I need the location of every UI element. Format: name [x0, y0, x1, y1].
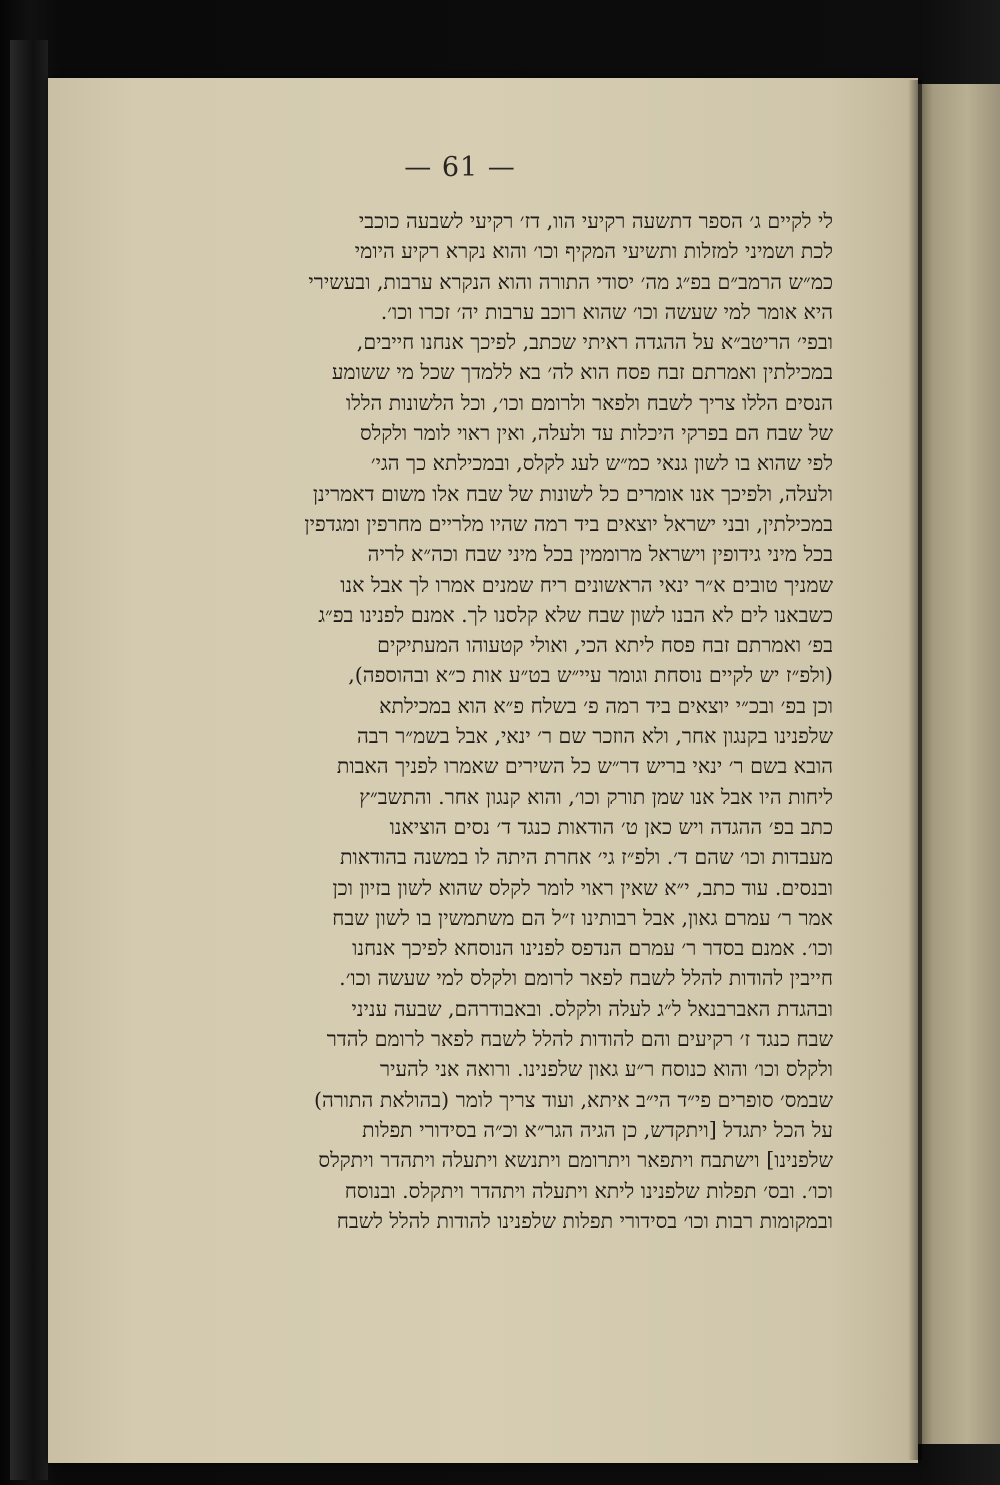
text-line: במכילתין, ובני ישראל יוצאים ביד רמה שהיו מלריים מחרפין ומגדפין — [304, 511, 833, 536]
adjacent-page-edge — [918, 84, 1000, 1444]
text-line: שמניך טובים א״ר ינאי הראשונים ריח שמנים אמרו לך אבל אנו — [340, 572, 833, 597]
text-line: שבח כנגד ז׳ רקיעים והם להודות להלל לשבח לפאר לרומם להדר — [326, 1027, 833, 1052]
text-line: שבמס׳ סופרים פי״ד הי״ב איתא, ועוד צריך לומר (בהולאת התורה) — [313, 1087, 833, 1112]
text-line: (ולפ״ז יש לקיים נוסחת וגומר עיי״ש בט״ע אות כ״א ובהוספה), — [348, 663, 833, 688]
text-line: כשבאנו לים לא הבנו לשון שבח שלא קלסנו לך. אמנם לפנינו בפ״ג — [318, 602, 833, 627]
text-line: על הכל יתגדל [ויתקדש, כן הגיה הגר״א וכ״ה בסידורי תפלות — [362, 1117, 833, 1142]
text-line: של שבח הם בפרקי היכלות עד ולעלה, ואין ראוי לומר ולקלס — [360, 421, 833, 446]
body-text — [138, 206, 833, 1236]
page-number: — 61 — — [404, 152, 516, 183]
text-line: היא אומר למי שעשה וכו׳ שהוא רוכב ערבות יה׳ זכרו וכו׳. — [380, 299, 833, 324]
text-line: מעבדות וכו׳ שהם ד׳. ולפ״ז גי׳ אחרת היתה לו במשנה בהודאות — [340, 845, 833, 870]
text-line: בפ׳ ואמרתם זבח פסח ליתא הכי, ואולי קטעוהו המעתיקים — [377, 633, 833, 658]
text-line: הובא בשם ר׳ ינאי בריש דר״ש כל השירים שאמרו לפניך האבות — [336, 754, 833, 779]
text-line: במכילתין ואמרתם זבח פסח הוא לה׳ בא ללמדך שכל מי ששומע — [331, 360, 833, 385]
text-line: בכל מיני גידופין וישראל מרוממין בכל מיני שבח וכה״א לריה — [367, 542, 833, 567]
text-line: כתב בפ׳ ההגדה ויש כאן ט׳ הודאות כנגד ד׳ נסים הוציאנו — [389, 814, 833, 839]
text-line: ולקלס וכו׳ והוא כנוסח ר״ע גאון שלפנינו. ורואה אני להעיר — [380, 1057, 833, 1082]
text-line: וכו׳. אמנם בסדר ר׳ עמרם הנדפס לפנינו הנוסחא לפיכך אנחנו — [352, 936, 833, 961]
text-line: שלפנינו] וישתבח ויתפאר ויתרומם ויתנשא ויתעלה ויתהדר ויתקלס — [318, 1148, 833, 1173]
text-line: ובמקומות רבות וכו׳ בסידורי תפלות שלפנינו להודות להלל לשבח — [336, 1208, 833, 1233]
book-binding — [10, 40, 48, 1480]
text-line: וכו׳. ובס׳ תפלות שלפנינו ליתא ויתעלה ויתהדר ויתקלס. ובנוסח — [344, 1178, 833, 1203]
text-line: לי לקיים ג׳ הספר דתשעה רקיעי הוו, דז׳ רקיעי לשבעה כוכבי — [358, 209, 833, 233]
text-line: ובנסים. עוד כתב, י״א שאין ראוי לומר לקלס שהוא לשון בזיון וכן — [332, 875, 833, 900]
text-line: ולעלה, ולפיכך אנו אומרים כל לשונות של שבח אלו משום דאמרינן — [312, 481, 833, 506]
text-line: ובהגדת האברבנאל ל״ג לעלה ולקלס. ובאבודרהם, שבעה עניני — [351, 996, 833, 1021]
text-line: חייבין להודות להלל לשבח לפאר לרומם ולקלס למי שעשה וכו׳. — [339, 966, 833, 991]
text-line: ליחות היו אבל אנו שמן תורק וכו׳, והוא קנגון אחר. והתשב״ץ — [359, 784, 833, 809]
text-line: שלפנינו בקנגון אחר, ולא הוזכר שם ר׳ ינאי, אבל בשמ״ר רבה — [357, 724, 833, 749]
text-line: כמ״ש הרמב״ם בפ״ג מה׳ יסודי התורה והוא הנקרא ערבות, ובעשירי — [308, 269, 833, 294]
page-gutter-shadow — [908, 80, 922, 1460]
text-line: אמר ר׳ עמרם גאון, אבל רבותינו ז״ל הם משתמשין בו לשון שבח — [332, 905, 833, 930]
text-line: הנסים הללו צריך לשבח ולפאר ולרומם וכו׳, וכל הלשונות הללו — [346, 390, 833, 415]
text-line: וכן בפ׳ ובכ״י יוצאים ביד רמה פ׳ בשלח פ״א הוא במכילתא — [379, 693, 833, 718]
text-line: לכת ושמיני למזלות ותשיעי המקיף וכו׳ והוא נקרא רקיע היומי — [354, 239, 833, 264]
text-line: לפי שהוא בו לשון גנאי כמ״ש לעג לקלס, ובמכילתא כך הגי׳ — [370, 451, 833, 476]
text-line: ובפי׳ הריטב״א על ההגדה ראיתי שכתב, לפיכך אנחנו חייבים, — [356, 330, 833, 355]
